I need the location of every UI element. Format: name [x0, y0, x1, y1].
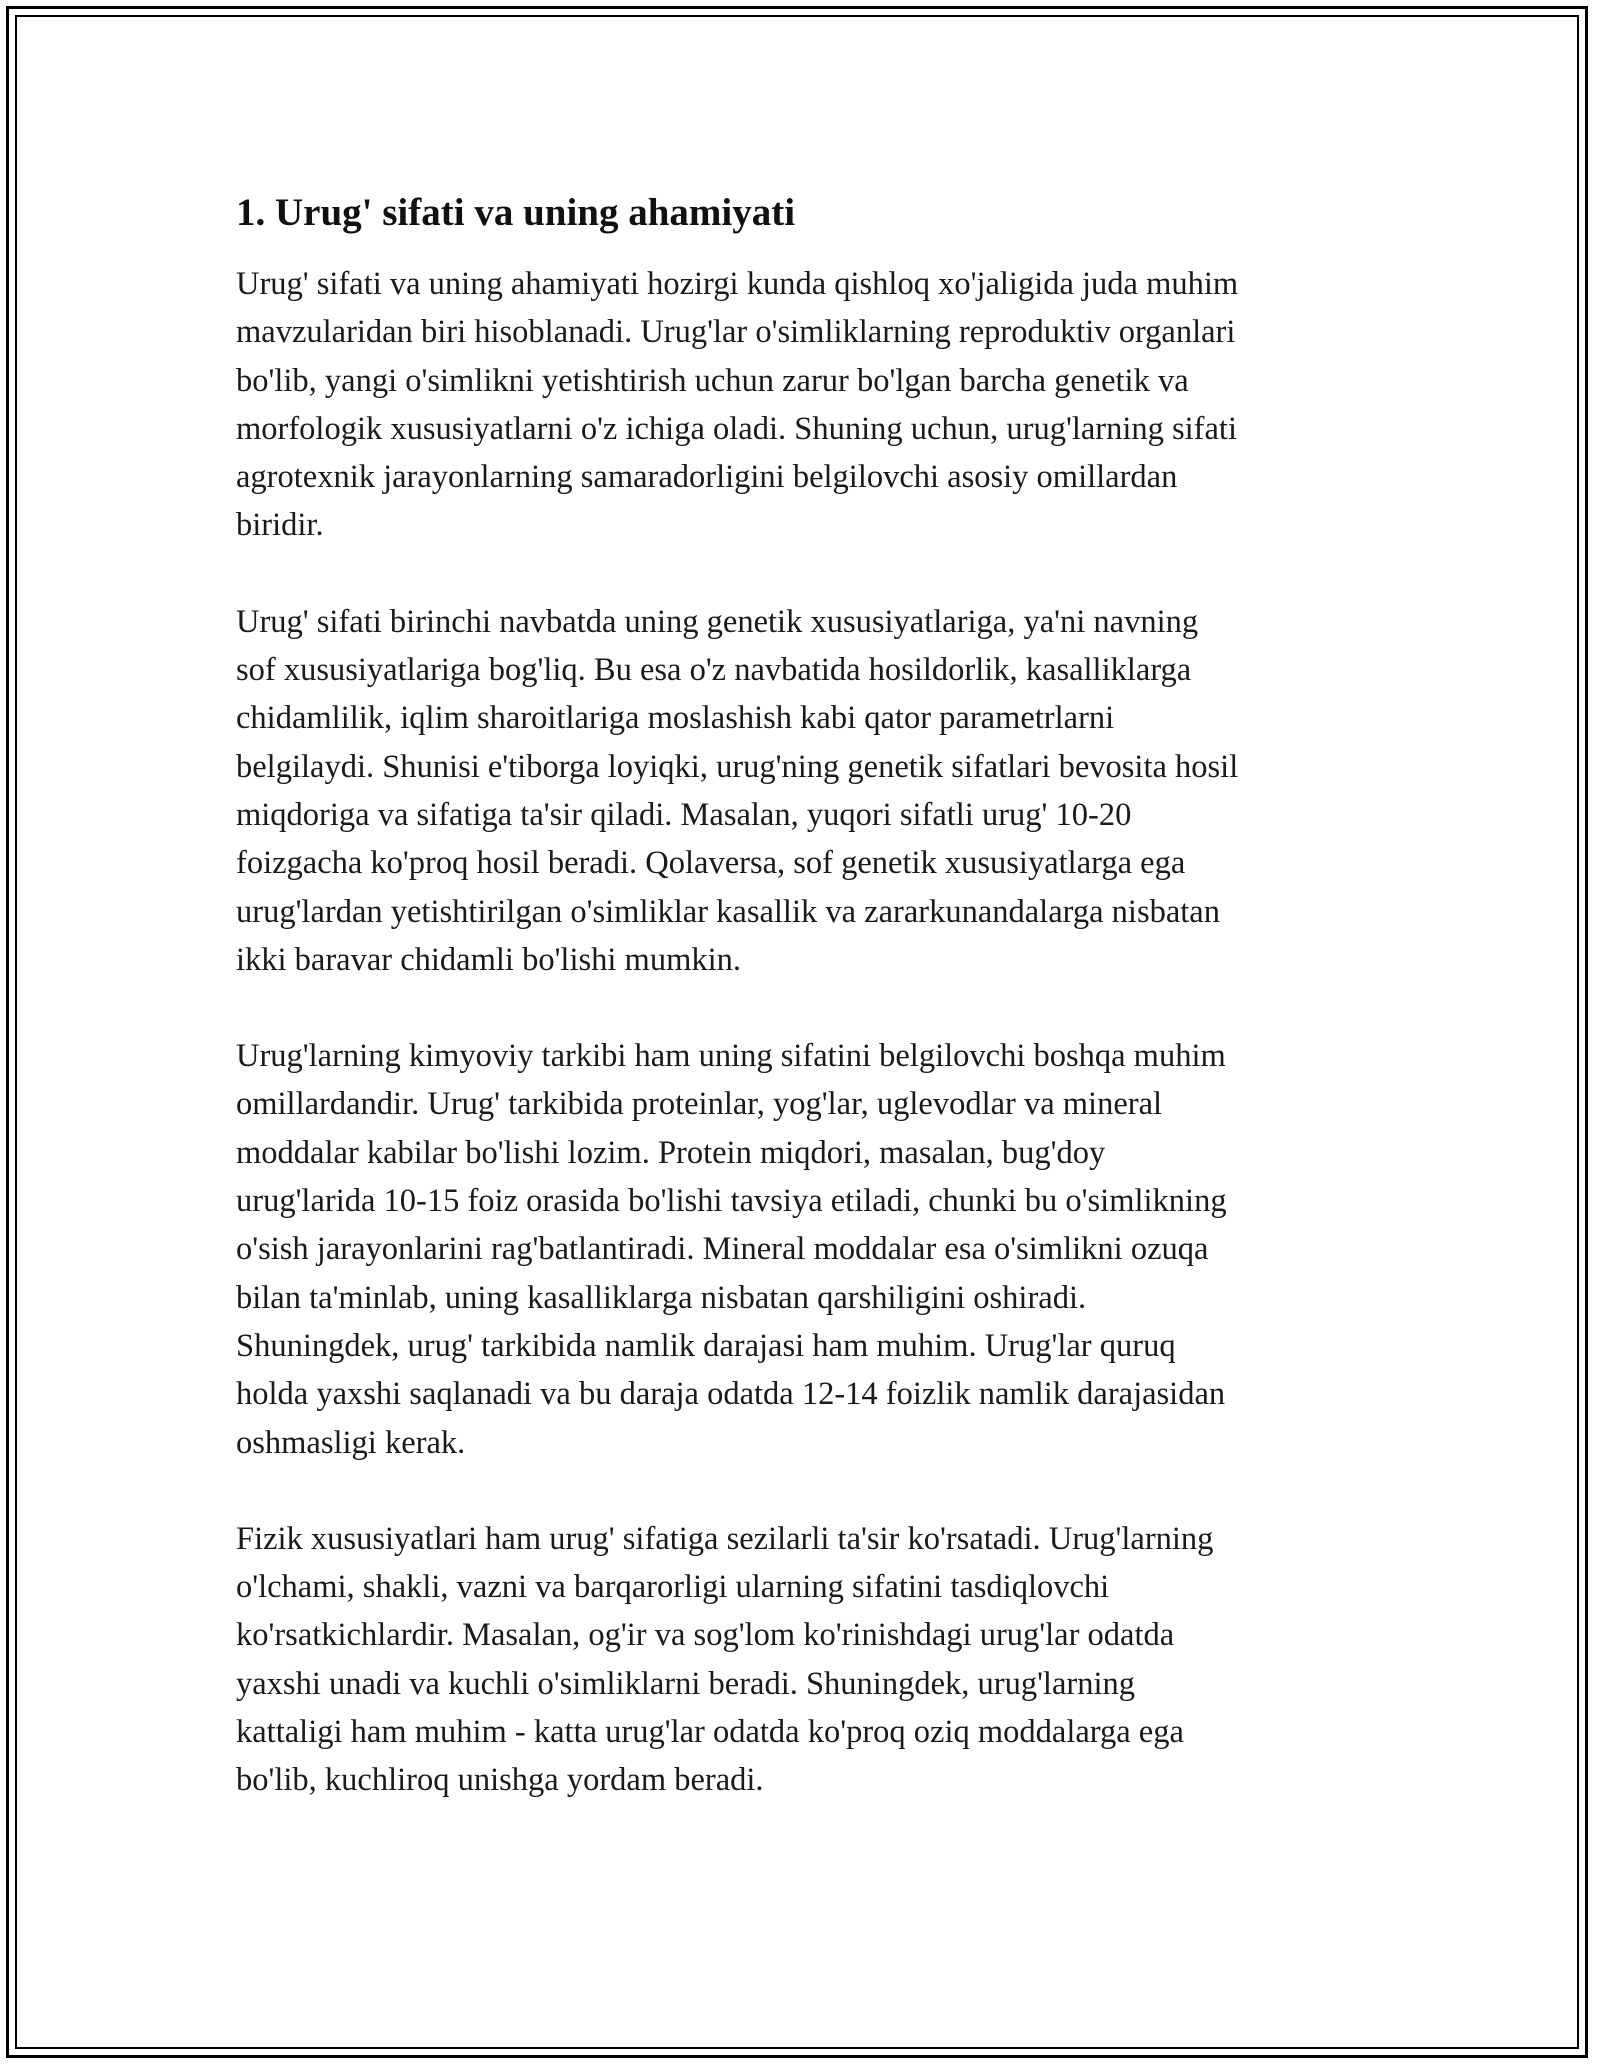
paragraph-line: belgilaydi. Shunisi e'tiborga loyiqki, urug'ning genetik sifatlari bevosita hosil — [236, 748, 1239, 785]
paragraph-line: urug'lardan yetishtirilgan o'simliklar kasallik va zararkunandalarga nisbatan — [236, 893, 1220, 930]
paragraph-line: miqdoriga va sifatiga ta'sir qiladi. Masalan, yuqori sifatli urug' 10-20 — [236, 796, 1132, 833]
paragraph-line: holda yaxshi saqlanadi va bu daraja odatda 12-14 foizlik namlik darajasidan — [236, 1376, 1226, 1413]
paragraph-line: oshmasligi kerak. — [236, 1424, 466, 1461]
section-heading: 1. Urug' sifati va uning ahamiyati — [236, 191, 796, 234]
document-body — [236, 188, 1386, 1853]
paragraph-line: moddalar kabilar bo'lishi lozim. Protein miqdori, masalan, bug'doy — [236, 1134, 1106, 1171]
paragraph-3 — [236, 1032, 1386, 1467]
paragraph-line: bo'lib, yangi o'simlikni yetishtirish uchun zarur bo'lgan barcha genetik va — [236, 362, 1189, 399]
paragraph-line: Fizik xususiyatlari ham urug' sifatiga sezilarli ta'sir ko'rsatadi. Urug'larning — [236, 1520, 1214, 1557]
paragraph-list — [236, 260, 1386, 1805]
paragraph-line: yaxshi unadi va kuchli o'simliklarni beradi. Shuningdek, urug'larning — [236, 1665, 1135, 1702]
paragraph-line: o'sish jarayonlarini rag'batlantiradi. Mineral moddalar esa o'simlikni ozuqa — [236, 1231, 1209, 1268]
paragraph-line: Urug' sifati va uning ahamiyati hozirgi kunda qishloq xo'jaligida juda muhim — [236, 266, 1239, 302]
paragraph-line: sof xususiyatlariga bog'liq. Bu esa o'z navbatida hosildorlik, kasalliklarga — [236, 652, 1192, 689]
paragraph-line: Urug'larning kimyoviy tarkibi ham uning sifatini belgilovchi boshqa muhim — [236, 1038, 1226, 1075]
paragraph-line: bilan ta'minlab, uning kasalliklarga nisbatan qarshiligini oshiradi. — [236, 1279, 1087, 1316]
paragraph-line: agrotexnik jarayonlarning samaradorligini belgilovchi asosiy omillardan — [236, 459, 1178, 496]
paragraph-line: chidamlilik, iqlim sharoitlariga moslashish kabi qator parametrlarni — [236, 700, 1115, 737]
paragraph-line: ko'rsatkichlardir. Masalan, og'ir va sog'lom ko'rinishdagi urug'lar odatda — [236, 1617, 1175, 1654]
paragraph-line: biridir. — [236, 507, 324, 544]
paragraph-line: Urug' sifati birinchi navbatda uning genetik xususiyatlariga, ya'ni navning — [236, 603, 1199, 640]
paragraph-1 — [236, 260, 1386, 550]
paragraph-line: o'lchami, shakli, vazni va barqarorligi ularning sifatini tasdiqlovchi — [236, 1569, 1110, 1606]
paragraph-line: kattaligi ham muhim - katta urug'lar odatda ko'proq oziq moddalarga ega — [236, 1714, 1184, 1751]
paragraph-line: Shuningdek, urug' tarkibida namlik darajasi ham muhim. Urug'lar quruq — [236, 1327, 1176, 1364]
paragraph-line: bo'lib, kuchliroq unishga yordam beradi. — [236, 1762, 764, 1799]
paragraph-4 — [236, 1515, 1386, 1805]
paragraph-2 — [236, 598, 1386, 984]
paragraph-line: omillardandir. Urug' tarkibida proteinlar, yog'lar, uglevodlar va mineral — [236, 1086, 1163, 1123]
paragraph-line: ikki baravar chidamli bo'lishi mumkin. — [236, 941, 742, 978]
paragraph-line: foizgacha ko'proq hosil beradi. Qolaversa, sof genetik xususiyatlarga ega — [236, 845, 1186, 882]
paragraph-line: morfologik xususiyatlarni o'z ichiga oladi. Shuning uchun, urug'larning sifati — [236, 410, 1237, 447]
paragraph-line: mavzularidan biri hisoblanadi. Urug'lar o'simliklarning reproduktiv organlari — [236, 314, 1236, 351]
paragraph-line: urug'larida 10-15 foiz orasida bo'lishi tavsiya etiladi, chunki bu o'simlikning — [236, 1183, 1227, 1220]
